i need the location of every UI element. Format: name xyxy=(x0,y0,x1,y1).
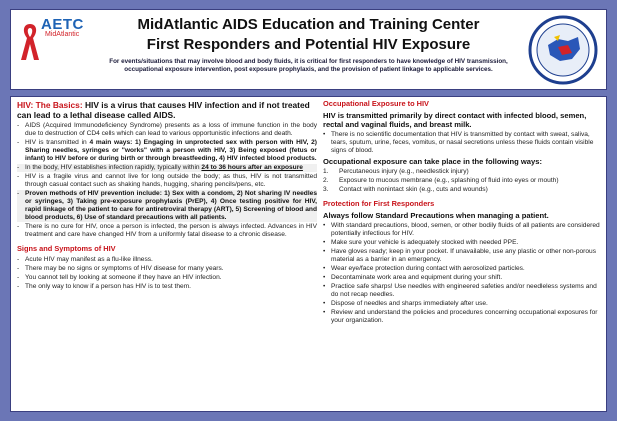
list-item: - The only way to know if a person has HIV is to test them. xyxy=(17,283,317,291)
ways-lead: Occupational exposure can take place in the following ways: xyxy=(323,157,543,166)
list-item: 3. Contact with nonintact skin (e.g., cuts and wounds) xyxy=(323,186,488,193)
list-item: 1. Percutaneous injury (e.g., needlestick injury) xyxy=(323,168,469,175)
occupational-list xyxy=(323,131,603,155)
header-panel xyxy=(10,9,607,90)
content-panel xyxy=(10,96,607,412)
list-item: • Decontaminate work area and equipment during your shift. xyxy=(323,274,603,282)
protection-lead: Always follow Standard Precautions when managing a patient. xyxy=(323,211,549,220)
occupational-lead: HIV is transmitted primarily by direct contact with infected blood, semen, rectal and vaginal fluids, and breast milk. xyxy=(323,111,587,129)
protection-list xyxy=(323,222,603,325)
list-item: • Make sure your vehicle is adequately stocked with needed PPE. xyxy=(323,239,603,247)
list-item: • Practice safe sharps! Use needles with engineered safeties and/or needleless systems and do not recap needles. xyxy=(323,283,603,299)
basics-label: HIV: The Basics: xyxy=(17,100,83,110)
list-item: - Acute HIV may manifest as a flu-like illness. xyxy=(17,256,317,264)
logo-text: AETC xyxy=(41,16,84,33)
list-item: - There may be no signs or symptoms of HIV disease for many years. xyxy=(17,265,317,273)
list-item: - There is no cure for HIV, once a person is infected, the person is always infected. Advances in HIV treatment and care have changed HIV from a uniformly fatal disease to a chronic disease. xyxy=(17,223,317,239)
list-item: • Review and understand the policies and procedures concerning occupational exposures for your organization. xyxy=(323,309,603,325)
right-column xyxy=(323,100,603,326)
list-item: - You cannot tell by looking at someone if they have an HIV infection. xyxy=(17,274,317,282)
occupational-heading: Occupational Exposure to HIV xyxy=(323,99,429,108)
list-item: • With standard precautions, blood, semen, or other bodily fluids of all patients are considered potentially infectious for HIV. xyxy=(323,222,603,238)
protection-heading: Protection for First Responders xyxy=(323,199,435,208)
ways-list xyxy=(323,168,603,194)
list-item: - HIV is transmitted in 4 main ways: 1) Engaging in unprotected sex with person with HIV, 2) Sharing needles, syringes or "works" with a person with HIV, 3) Being exposed (fetus or infant) to HIV before or during birth or through breastfeeding, 4) HIV infected blood products. xyxy=(17,139,317,163)
basics-lead: HIV is a virus that causes HIV infection and if not treated can lead to a lethal disease called AIDS. xyxy=(17,100,310,120)
list-item: • Dispose of needles and sharps immediately after use. xyxy=(323,300,603,308)
list-item: - HIV is a fragile virus and cannot live for long outside the body; as thus, HIV is not transmitted through casual contact such as shaking hands, hugging, sharing pencils/pens, etc. xyxy=(17,173,317,189)
page-title: MidAtlantic AIDS Education and Training Center xyxy=(137,16,480,33)
list-item: - AIDS (Acquired Immunodeficiency Syndrome) presents as a loss of immune function in the body due to destruction of CD4 cells which can lead to various opportunistic infections and death. xyxy=(17,122,317,138)
basics-heading xyxy=(17,100,317,120)
left-column xyxy=(17,100,317,292)
list-item: • There is no scientific documentation that HIV is transmitted by contact with sweat, saliva, tears, sputum, urine, feces, vomitus, or nasal secretions unless these fluids contain visible signs of blood. xyxy=(323,131,603,155)
list-item: - In the body, HIV establishes infection rapidly, typically within 24 to 36 hours after an exposure xyxy=(17,164,317,172)
list-item: 2. Exposure to mucous membrane (e.g., splashing of fluid into eyes or mouth) xyxy=(323,177,559,184)
logo-subtext: MidAtlantic xyxy=(45,31,80,38)
list-item: • Have gloves ready; keep in your pocket. If unavailable, use any plastic or other non-porous material as a barrier in an emergency. xyxy=(323,248,603,264)
signs-list xyxy=(17,256,317,291)
regional-seal-icon xyxy=(528,15,598,85)
intro-text: For events/situations that may involve blood and body fluids, it is critical for first responders to have knowledge of HIV transmission, occupational exposure intervention, post exposure prophylaxis, and the provision of patient linkage to applicable services. xyxy=(109,58,508,73)
list-item: • Wear eye/face protection during contact with aerosolized particles. xyxy=(323,265,603,273)
signs-heading: Signs and Symptoms of HIV xyxy=(17,244,116,253)
list-item: - Proven methods of HIV prevention include: 1) Sex with a condom, 2) Not sharing IV needles or syringes, 3) Taking pre-exposure prophylaxis (PrEP), 4) Once testing positive for HIV, rapid linkage of the patient to care for antiretroviral therapy (ART), 5) Screening of blood and blood products, 6) Use of standard precautions with all patients. xyxy=(17,190,317,222)
basics-list xyxy=(17,122,317,239)
page-subtitle: First Responders and Potential HIV Exposure xyxy=(146,36,471,53)
